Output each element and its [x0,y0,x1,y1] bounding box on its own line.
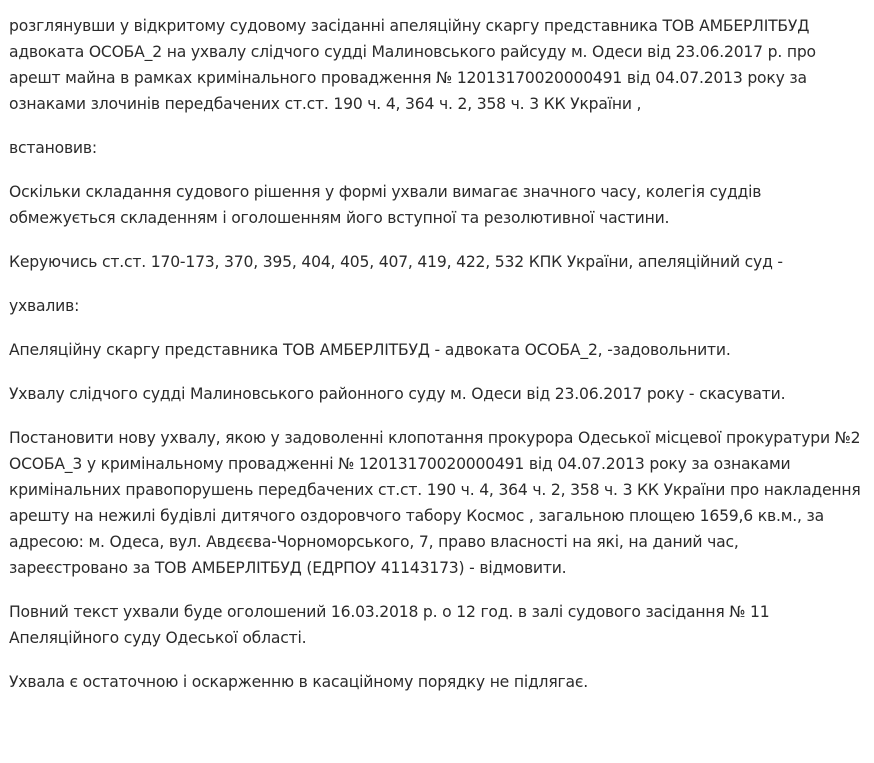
paragraph-drafting-note: Оскільки складання судового рішення у формі ухвали вимагає значного часу, колегія суддів обмежується складенням і оголошенням його вступної та резолютивної частини. [9,183,762,227]
paragraph-ruling-annulled: Ухвалу слідчого судді Малиновського районного суду м. Одеси від 23.06.2017 року - скасувати. [9,385,786,403]
paragraph-full-text-date: Повний текст ухвали буде оголошений 16.03.2018 р. о 12 год. в залі судового засідання № 11 Апеляційного суду Одеської області. [9,603,770,647]
paragraph-ruled-heading: ухвалив: [9,297,80,315]
paragraph-final-ruling: Ухвала є остаточною і оскарженню в касаційному порядку не підлягає. [9,673,588,691]
paragraph-appeal-granted: Апеляційну скаргу представника ТОВ АМБЕРЛІТБУД - адвоката ОСОБА_2, -задовольнити. [9,341,731,359]
paragraph-preamble: розглянувши у відкритому судовому засіданні апеляційну скаргу представника ТОВ АМБЕРЛІТБУД адвоката ОСОБА_2 на ухвалу слідчого судді Малиновського райсуду м. Одеси від 23.06.2017 р. про арешт майна в рамках кримінального провадження № 12013170020000491 від 04.07.2013 року за ознаками злочинів передбачених ст.ст. 190 ч. 4, 364 ч. 2, 358 ч. 3 КК України , [9,17,816,113]
paragraph-established-heading: встановив: [9,139,97,157]
paragraph-legal-basis: Керуючись ст.ст. 170-173, 370, 395, 404, 405, 407, 419, 422, 532 КПК України, апеляційний суд - [9,253,783,271]
paragraph-new-ruling: Постановити нову ухвалу, якою у задоволенні клопотання прокурора Одеської місцевої прокуратури №2 ОСОБА_3 у кримінальному провадженні № 12013170020000491 від 04.07.2013 року за ознаками кримінальних правопорушень передбачених ст.ст. 190 ч. 4, 364 ч. 2, 358 ч. 3 КК України про накладення арешту на нежилі будівлі дитячого оздоровчого табору Космос , загальною площею 1659,6 кв.м., за адресою: м. Одеса, вул. Авдєєва-Чорноморського, 7, право власності на які, на даний час, зареєстровано за ТОВ АМБЕРЛІТБУД (ЕДРПОУ 41143173) - відмовити. [9,429,861,577]
